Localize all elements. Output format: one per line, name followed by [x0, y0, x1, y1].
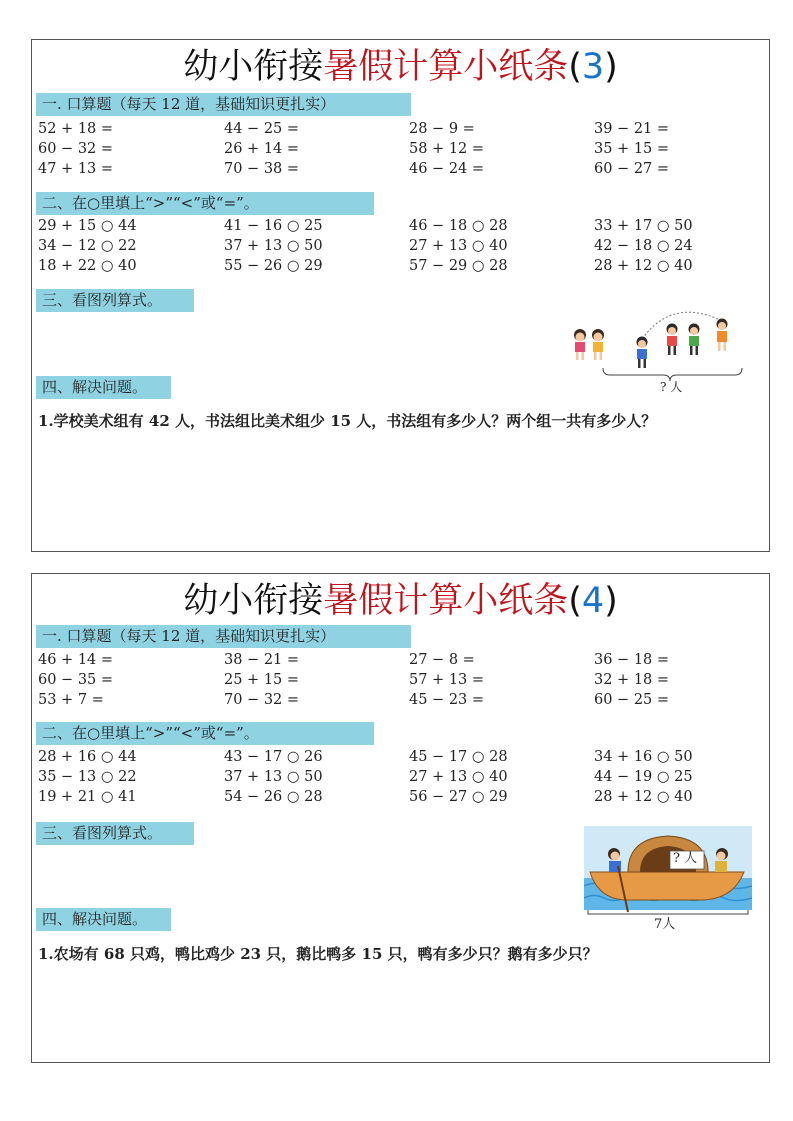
mental-math-grid [38, 119, 768, 179]
calc-item: 60 − 35 = [38, 672, 114, 688]
compare-item: 41 − 16 ○ 25 [224, 218, 323, 234]
calc-item: 53 + 7 = [38, 692, 104, 708]
child-figure [717, 319, 728, 352]
compare-item: 19 + 21 ○ 41 [38, 789, 137, 805]
card-title: 幼小衔接暑假计算小纸条(3) [183, 47, 618, 87]
grid-row [38, 139, 768, 159]
calc-item: 60 − 27 = [594, 161, 670, 177]
title-number: 4 [581, 581, 605, 621]
section-picture-header: 三、看图列算式。 [36, 289, 194, 312]
section-picture-header: 三、看图列算式。 [36, 822, 194, 845]
title-part-black: 幼小衔接 [183, 47, 324, 87]
calc-item: 36 − 18 = [594, 652, 670, 668]
grid-row [38, 747, 768, 767]
calc-item: 46 + 14 = [38, 652, 114, 668]
title-number: 3 [581, 47, 605, 87]
compare-item: 44 − 19 ○ 25 [594, 769, 693, 785]
mental-math-grid [38, 650, 768, 710]
compare-item: 42 − 18 ○ 24 [594, 238, 693, 254]
calc-item: 39 − 21 = [594, 121, 670, 137]
compare-item: 55 − 26 ○ 29 [224, 258, 323, 274]
title-part-red: 暑假计算小纸条 [323, 47, 569, 87]
compare-item: 43 − 17 ○ 26 [224, 749, 323, 765]
section-compare-header: 二、在○里填上“>”“<”或“=”。 [36, 722, 374, 745]
section-mental-math-header: 一. 口算题（每天 12 道，基础知识更扎实） [36, 93, 411, 116]
calc-item: 60 − 25 = [594, 692, 670, 708]
jump-rope [640, 312, 720, 342]
worksheet-card-4 [31, 573, 770, 1063]
compare-item: 37 + 13 ○ 50 [224, 238, 323, 254]
compare-item: 57 − 29 ○ 28 [409, 258, 508, 274]
section-problem-header: 四、解决问题。 [36, 376, 171, 399]
child-figure [637, 337, 648, 369]
picture-inside-label: ? 人 [673, 851, 698, 866]
compare-item: 28 + 12 ○ 40 [594, 789, 693, 805]
grid-row [38, 650, 768, 670]
child-figure [667, 324, 678, 356]
compare-item: 35 − 13 ○ 22 [38, 769, 137, 785]
grid-row [38, 119, 768, 139]
compare-item: 33 + 17 ○ 50 [594, 218, 693, 234]
grid-row [38, 767, 768, 787]
grid-row [38, 216, 768, 236]
calc-item: 27 − 8 = [409, 652, 475, 668]
title-part-red: 暑假计算小纸条 [323, 581, 569, 621]
grid-row [38, 236, 768, 256]
calc-item: 45 − 23 = [409, 692, 485, 708]
calc-item: 38 − 21 = [224, 652, 300, 668]
child-figure [592, 329, 604, 360]
word-problem: 1.农场有 68 只鸡，鸭比鸡少 23 只，鹅比鸭多 15 只，鸭有多少只？鹅有多少只？ [38, 945, 598, 963]
picture-total-label: 7人 [654, 917, 676, 932]
section-mental-math-header: 一. 口算题（每天 12 道，基础知识更扎实） [36, 625, 411, 648]
grid-row [38, 670, 768, 690]
child-figure [574, 329, 586, 360]
calc-item: 44 − 25 = [224, 121, 300, 137]
picture-total-label: ? 人 [660, 380, 683, 394]
compare-item: 37 + 13 ○ 50 [224, 769, 323, 785]
calc-item: 58 + 12 = [409, 141, 485, 157]
calc-item: 52 + 18 = [38, 121, 114, 137]
compare-item: 28 + 16 ○ 44 [38, 749, 137, 765]
compare-item: 45 − 17 ○ 28 [409, 749, 508, 765]
compare-item: 54 − 26 ○ 28 [224, 789, 323, 805]
compare-item: 27 + 13 ○ 40 [409, 769, 508, 785]
compare-item: 56 − 27 ○ 29 [409, 789, 508, 805]
compare-item: 18 + 22 ○ 40 [38, 258, 137, 274]
calc-item: 70 − 32 = [224, 692, 300, 708]
child-figure [689, 324, 700, 356]
calc-item: 57 + 13 = [409, 672, 485, 688]
section-problem-header: 四、解决问题。 [36, 908, 171, 931]
grid-row [38, 690, 768, 710]
calc-item: 32 + 18 = [594, 672, 670, 688]
grid-row [38, 256, 768, 276]
compare-item: 28 + 12 ○ 40 [594, 258, 693, 274]
boat-illustration [584, 826, 752, 916]
calc-item: 25 + 15 = [224, 672, 300, 688]
compare-item: 34 − 12 ○ 22 [38, 238, 137, 254]
word-problem: 1.学校美术组有 42 人，书法组比美术组少 15 人，书法组有多少人？两个组一共有多少人？ [38, 412, 657, 430]
boat-hull [590, 872, 744, 900]
grid-row [38, 787, 768, 807]
compare-item: 46 − 18 ○ 28 [409, 218, 508, 234]
calc-item: 28 − 9 = [409, 121, 475, 137]
calc-item: 60 − 32 = [38, 141, 114, 157]
compare-grid [38, 747, 768, 807]
calc-item: 26 + 14 = [224, 141, 300, 157]
compare-item: 27 + 13 ○ 40 [409, 238, 508, 254]
grid-row [38, 159, 768, 179]
section-compare-header: 二、在○里填上“>”“<”或“=”。 [36, 192, 374, 215]
compare-grid [38, 216, 768, 276]
calc-item: 47 + 13 = [38, 161, 114, 177]
worksheet-card-3 [31, 39, 770, 552]
card-title: 幼小衔接暑假计算小纸条(4) [183, 581, 618, 621]
calc-item: 70 − 38 = [224, 161, 300, 177]
calc-item: 35 + 15 = [594, 141, 670, 157]
compare-item: 29 + 15 ○ 44 [38, 218, 137, 234]
brace [588, 910, 748, 914]
compare-item: 34 + 16 ○ 50 [594, 749, 693, 765]
title-part-black: 幼小衔接 [183, 581, 324, 621]
calc-item: 46 − 24 = [409, 161, 485, 177]
